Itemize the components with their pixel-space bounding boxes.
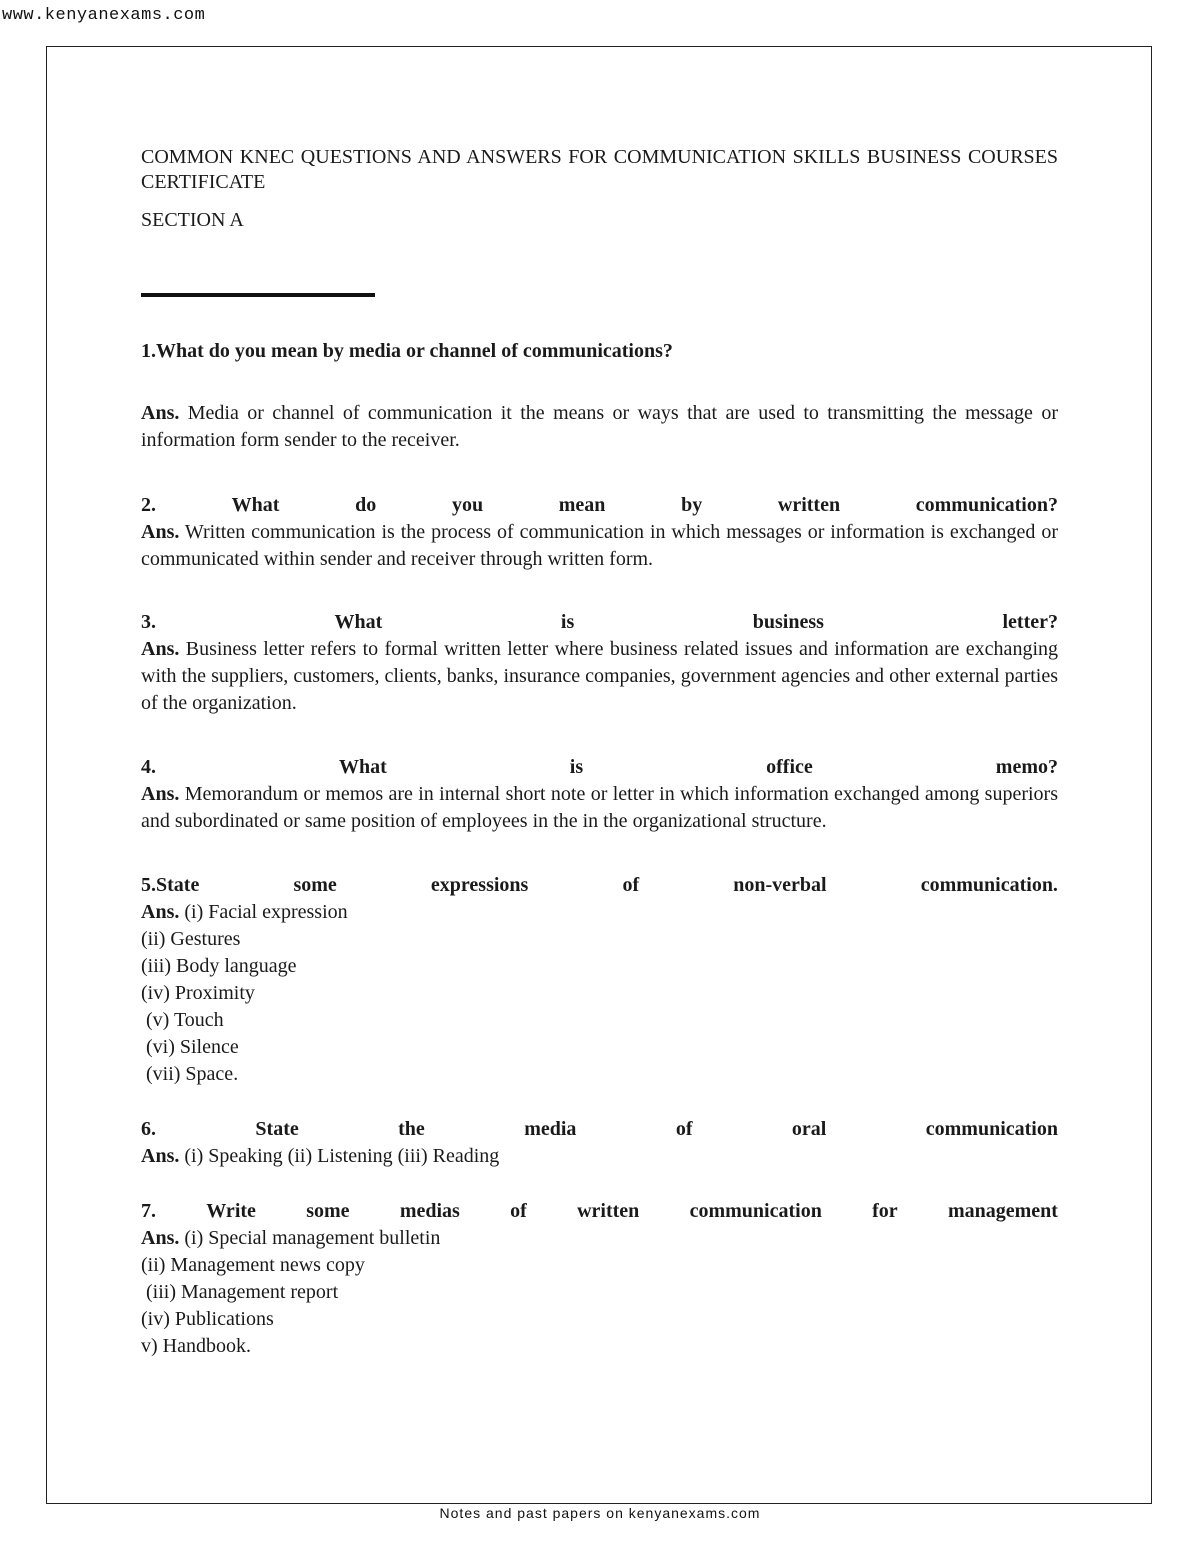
- question-7: 7. Write some medias of written communication for management: [141, 1200, 1058, 1222]
- answer-label: Ans.: [141, 402, 180, 424]
- question-2: 2. What do you mean by written communication?: [141, 494, 1058, 516]
- list-item: (v) Touch: [141, 1009, 224, 1031]
- page-footer: Notes and past papers on kenyanexams.com: [439, 1505, 761, 1521]
- list-item: (iv) Publications: [141, 1308, 274, 1330]
- answer-label: Ans.: [141, 1145, 180, 1167]
- question-6: 6. State the media of oral communication: [141, 1118, 1058, 1140]
- question-block-1: [141, 338, 1058, 454]
- answer-label: Ans.: [141, 638, 180, 660]
- list-item: (vii) Space.: [141, 1063, 239, 1085]
- question-1: 1.What do you mean by media or channel of communications?: [141, 340, 673, 362]
- question-4: 4. What is office memo?: [141, 756, 1058, 778]
- question-block-7: [141, 1198, 1058, 1360]
- list-item: (iv) Proximity: [141, 982, 255, 1004]
- question-block-6: [141, 1116, 1058, 1170]
- answer-4: Ans. Memorandum or memos are in internal short note or letter in which information exchanged among superiors and subordinated or same position of employees in the in the organizational structure.: [141, 783, 1058, 832]
- answer-5: Ans. (i) Facial expression: [141, 901, 348, 923]
- answer-7: Ans. (i) Special management bulletin: [141, 1227, 441, 1249]
- list-item: (vi) Silence: [141, 1036, 239, 1058]
- list-item: (ii) Gestures: [141, 928, 241, 950]
- question-5: 5.State some expressions of non-verbal communication.: [141, 874, 1058, 896]
- answer-label: Ans.: [141, 783, 180, 805]
- answer-label: Ans.: [141, 1227, 180, 1249]
- section-label: SECTION A: [141, 209, 244, 231]
- site-url: www.kenyanexams.com: [2, 6, 206, 25]
- question-block-3: [141, 609, 1058, 717]
- question-block-4: [141, 754, 1058, 835]
- document-body: [141, 145, 1058, 1360]
- question-block-5: [141, 872, 1058, 1088]
- list-item: (ii) Management news copy: [141, 1254, 365, 1276]
- list-item: v) Handbook.: [141, 1335, 251, 1357]
- question-3: 3. What is business letter?: [141, 611, 1058, 633]
- answer-6: Ans. (i) Speaking (ii) Listening (iii) Reading: [141, 1145, 500, 1167]
- list-item: (iii) Body language: [141, 955, 297, 977]
- answer-2: Ans. Written communication is the process of communication in which messages or information is exchanged or communicated within sender and receiver through written form.: [141, 521, 1058, 570]
- answer-3: Ans. Business letter refers to formal written letter where business related issues and information are exchanging with the suppliers, customers, clients, banks, insurance companies, government agencies and other external parties of the organization.: [141, 638, 1058, 714]
- section-divider: [141, 293, 375, 297]
- answer-label: Ans.: [141, 901, 180, 923]
- document-title: COMMON KNEC QUESTIONS AND ANSWERS FOR COMMUNICATION SKILLS BUSINESS COURSES CERTIFICATE: [141, 146, 1058, 193]
- question-block-2: [141, 492, 1058, 573]
- list-item: (iii) Management report: [141, 1281, 339, 1303]
- answer-1: Ans. Media or channel of communication it the means or ways that are used to transmitting the message or information form sender to the receiver.: [141, 402, 1058, 451]
- answer-label: Ans.: [141, 521, 180, 543]
